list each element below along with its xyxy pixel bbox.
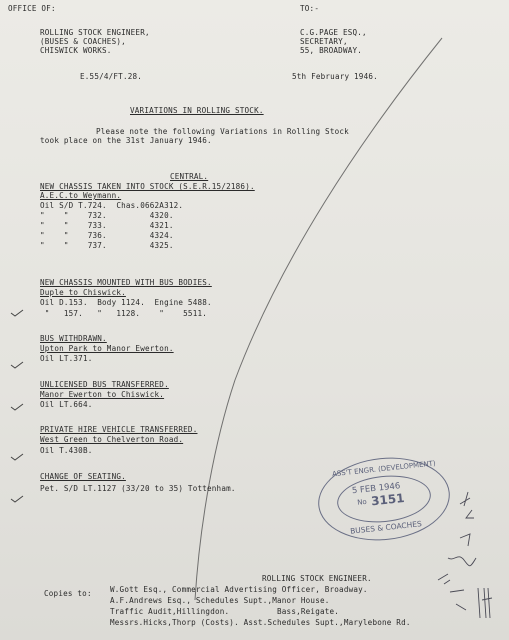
new-chassis-line: " " 737. 4325. (40, 241, 174, 250)
copies-line: A.F.Andrews Esq., Schedules Supt.,Manor House. (110, 596, 330, 605)
check-mark-icon (10, 396, 24, 404)
withdrawn-sub: Upton Park to Manor Ewerton. (40, 344, 174, 353)
to-line-1: C.G.PAGE ESQ., (300, 28, 367, 37)
private-hire-sub: West Green to Chelverton Road. (40, 435, 184, 444)
stamp-top-text: ASS'T ENGR. (DEVELOPMENT) (331, 459, 437, 479)
check-mark-icon (10, 354, 24, 362)
copies-line: Traffic Audit,Hillingdon. Bass,Reigate. (110, 607, 340, 616)
from-line-2: (BUSES & COACHES), (40, 37, 126, 46)
private-hire-line: Oil T.430B. (40, 446, 93, 455)
new-chassis-sub: A.E.C.to Weymann. (40, 191, 122, 200)
stamp-number-prefix: No (356, 497, 368, 507)
handwritten-annotation (420, 488, 500, 628)
copies-label: Copies to: (44, 589, 92, 598)
intro-line-1: Please note the following Variations in Rolling Stock (96, 127, 349, 136)
document-title: VARIATIONS IN ROLLING STOCK. (130, 106, 264, 115)
new-chassis-heading: NEW CHASSIS TAKEN INTO STOCK (S.E.R.15/2186). (40, 182, 255, 191)
intro-line-2: took place on the 31st January 1946. (40, 136, 212, 145)
check-mark-icon (10, 302, 24, 310)
new-chassis-line: " " 733. 4321. (40, 221, 174, 230)
new-chassis-line: Oil S/D T.724. Chas.0662A312. (40, 201, 184, 210)
unlicensed-line: Oil LT.664. (40, 400, 93, 409)
unlicensed-heading: UNLICENSED BUS TRANSFERRED. (40, 380, 169, 389)
from-label: OFFICE OF: (8, 4, 56, 13)
mounted-heading: NEW CHASSIS MOUNTED WITH BUS BODIES. (40, 278, 212, 287)
stamp-bottom-text: BUSES & COACHES (349, 519, 423, 536)
to-line-3: 55, BROADWAY. (300, 46, 363, 55)
letter-date: 5th February 1946. (292, 72, 378, 81)
to-label: TO:- (300, 4, 320, 13)
private-hire-heading: PRIVATE HIRE VEHICLE TRANSFERRED. (40, 425, 198, 434)
region-heading: CENTRAL. (170, 172, 209, 181)
seating-line: Pet. S/D LT.1127 (33/20 to 35) Tottenham. (40, 484, 236, 493)
to-line-2: SECRETARY, (300, 37, 348, 46)
check-mark-icon (10, 488, 24, 496)
signature-line: ROLLING STOCK ENGINEER. (262, 574, 372, 583)
new-chassis-line: " " 732. 4320. (40, 211, 174, 220)
mounted-sub: Duple to Chiswick. (40, 288, 126, 297)
new-chassis-line: " " 736. 4324. (40, 231, 174, 240)
copies-line: W.Gott Esq., Commercial Advertising Officer, Broadway. (110, 585, 368, 594)
seating-heading: CHANGE OF SEATING. (40, 472, 126, 481)
mounted-line: Oil D.153. Body 1124. Engine 5488. (40, 298, 212, 307)
reference-number: E.55/4/FT.28. (80, 72, 143, 81)
withdrawn-heading: BUS WITHDRAWN. (40, 334, 107, 343)
mounted-line: " 157. " 1128. " 5511. (40, 309, 208, 318)
check-mark-icon (10, 446, 24, 454)
stamp-date: 5 FEB 1946 (351, 481, 401, 497)
copies-line: Messrs.Hicks,Thorp (Costs). Asst.Schedules Supt.,Marylebone Rd. (110, 618, 411, 627)
from-line-3: CHISWICK WORKS. (40, 46, 112, 55)
unlicensed-sub: Manor Ewerton to Chiswick. (40, 390, 165, 399)
from-line-1: ROLLING STOCK ENGINEER, (40, 28, 150, 37)
stamp-number: 3151 (370, 490, 406, 509)
withdrawn-line: Oil LT.371. (40, 354, 93, 363)
